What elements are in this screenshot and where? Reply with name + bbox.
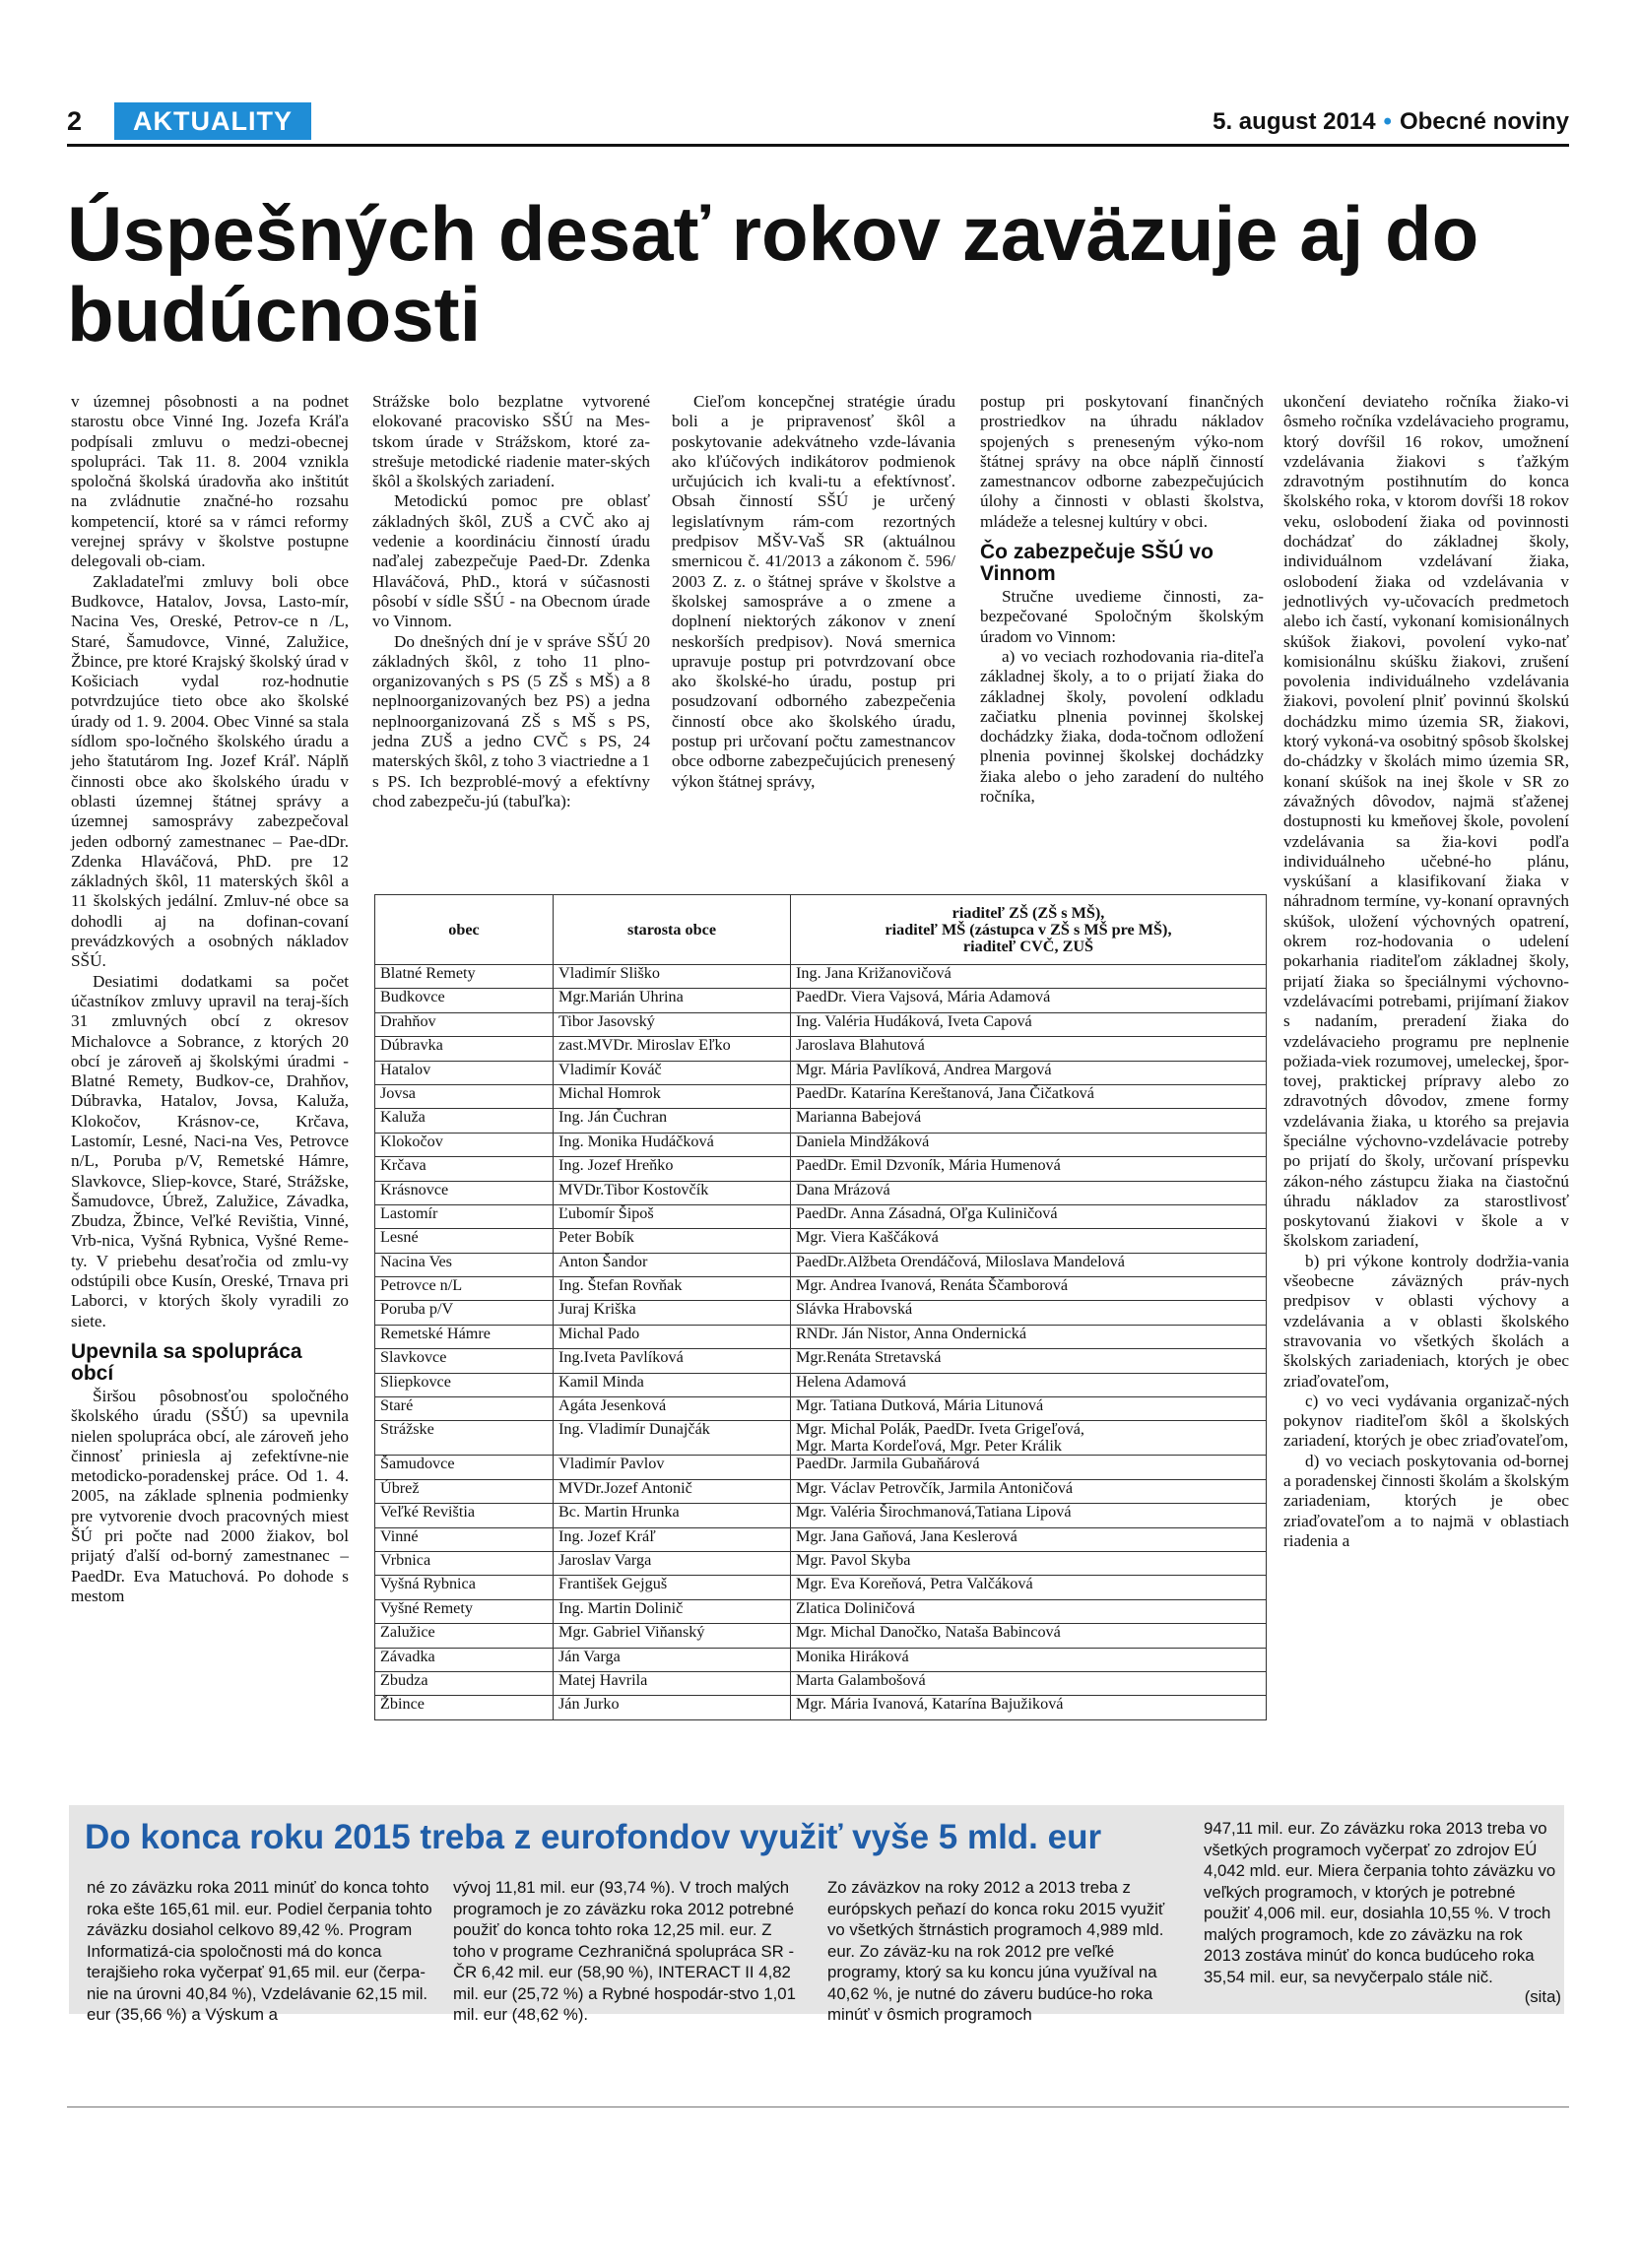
cell-starosta: MVDr.Jozef Antonič bbox=[554, 1479, 791, 1503]
separator-dot: • bbox=[1383, 108, 1392, 135]
table-row bbox=[375, 1671, 1267, 1695]
cell-starosta: Ing.Iveta Pavlíková bbox=[554, 1349, 791, 1373]
table-row bbox=[375, 1133, 1267, 1156]
cell-riaditel: PaedDr. Viera Vajsová, Mária Adamová bbox=[791, 989, 1267, 1012]
cell-obec: Vinné bbox=[375, 1527, 554, 1551]
cell-riaditel: Mgr. Mária Ivanová, Katarína Bajužiková bbox=[791, 1696, 1267, 1719]
table-row bbox=[375, 1648, 1267, 1671]
table-row bbox=[375, 1421, 1267, 1456]
cell-starosta: Peter Bobík bbox=[554, 1229, 791, 1253]
cell-obec: Zalužice bbox=[375, 1624, 554, 1648]
cell-starosta: Kamil Minda bbox=[554, 1373, 791, 1396]
paragraph: Stručne uvedieme činnosti, za-bezpečované Spoločným školským úradom vo Vinnom: bbox=[980, 587, 1264, 646]
table-row bbox=[375, 989, 1267, 1012]
cell-riaditel: Zlatica Doliničová bbox=[791, 1599, 1267, 1623]
cell-obec: Hatalov bbox=[375, 1061, 554, 1084]
cell-starosta: Ľubomír Šipoš bbox=[554, 1204, 791, 1228]
cell-riaditel: Helena Adamová bbox=[791, 1373, 1267, 1396]
cell-obec: Sliepkovce bbox=[375, 1373, 554, 1396]
cell-starosta: Ing. Ján Čuchran bbox=[554, 1109, 791, 1133]
cell-starosta: Tibor Jasovský bbox=[554, 1012, 791, 1036]
table-row bbox=[375, 1576, 1267, 1599]
cell-starosta: zast.MVDr. Miroslav Eľko bbox=[554, 1037, 791, 1061]
table-row bbox=[375, 965, 1267, 989]
cell-riaditel: PaedDr.Alžbeta Orendáčová, Miloslava Mandelová bbox=[791, 1253, 1267, 1276]
cell-riaditel: Slávka Hrabovská bbox=[791, 1301, 1267, 1325]
table-row bbox=[375, 1109, 1267, 1133]
page-number: 2 bbox=[67, 106, 83, 136]
column-header-starosta: starosta obce bbox=[554, 895, 791, 965]
table-row bbox=[375, 1373, 1267, 1396]
cell-obec: Krčava bbox=[375, 1157, 554, 1181]
cell-riaditel: Dana Mrázová bbox=[791, 1181, 1267, 1204]
cell-riaditel: Mgr. Viera Kaščáková bbox=[791, 1229, 1267, 1253]
cell-starosta: Mgr. Gabriel Viňanský bbox=[554, 1624, 791, 1648]
cell-starosta: Jaroslav Varga bbox=[554, 1551, 791, 1575]
cell-obec: Úbrež bbox=[375, 1479, 554, 1503]
table-row bbox=[375, 1349, 1267, 1373]
cell-starosta: Anton Šandor bbox=[554, 1253, 791, 1276]
table-header-row bbox=[375, 895, 1267, 965]
paragraph: Do dnešných dní je v správe SŠÚ 20 základných škôl, z toho 11 plno-organizovaných s PS (5 ZŠ s MŠ) a 8 neplnoorganizovaných bez PS) a jedna neplnoorganizovaná ZŠ s MŠ s PS, jedna ZUŠ a jedno CVČ s PS, 24 materských škôl, z toho 3 viactriedne a 1 s PS. Ich bezproblé-mový a efektívny chod zabezpeču-jú (tabuľka): bbox=[372, 631, 650, 810]
table-row bbox=[375, 1624, 1267, 1648]
table-row bbox=[375, 1181, 1267, 1204]
article-column-5 bbox=[1283, 392, 1569, 1551]
paragraph: Strážske bolo bezplatne vytvorené elokované pracovisko SŠÚ na Mes-tskom úrade v Strážskom, ktoré za-strešuje metodické riadenie mater-ských škôl a školských zariadení. bbox=[372, 392, 650, 491]
subheading: Čo zabezpečuje SŠÚ vo Vinnom bbox=[980, 541, 1214, 586]
cell-riaditel: Marianna Babejová bbox=[791, 1109, 1267, 1133]
schools-table bbox=[374, 894, 1267, 1720]
table-row bbox=[375, 1551, 1267, 1575]
article-column-1 bbox=[71, 392, 349, 1606]
paragraph: c) vo veci vydávania organizač-ných pokynov riaditeľom škôl a školských zariadení, ktorých je obec zriaďovateľom, bbox=[1283, 1391, 1569, 1451]
cell-obec: Žbince bbox=[375, 1696, 554, 1719]
table-row bbox=[375, 1397, 1267, 1421]
cell-obec: Vrbnica bbox=[375, 1551, 554, 1575]
cell-riaditel: Mgr.Renáta Stretavská bbox=[791, 1349, 1267, 1373]
cell-obec: Budkovce bbox=[375, 989, 554, 1012]
paragraph: d) vo veciach poskytovania od-bornej a poradenskej činnosti školám a školským zariadeniam, ktorých je obec zriaďovateľom a to najmä v oblastiach riadenia a bbox=[1283, 1451, 1569, 1550]
paragraph: v územnej pôsobnosti a na podnet starostu obce Vinné Ing. Jozefa Kráľa podpísali zmluvu o medzi-obecnej spolupráci. Tak 11. 8. 2004 vznikla spoločná školská úradovňa ako inštitút na zvládnutie značné-ho rozsahu kompetencií, ktoré sa v rámci reformy verejnej správy v školstve postupne delegovali ob-ciam. bbox=[71, 392, 349, 571]
header-rule bbox=[67, 144, 1569, 147]
cell-riaditel: Mgr. Tatiana Dutková, Mária Litunová bbox=[791, 1397, 1267, 1421]
cell-starosta: Ing. Martin Dolinič bbox=[554, 1599, 791, 1623]
cell-obec: Nacina Ves bbox=[375, 1253, 554, 1276]
cell-obec: Lesné bbox=[375, 1229, 554, 1253]
paragraph: b) pri výkone kontroly dodržia-vania všeobecne záväzných práv-nych predpisov v oblasti výchovy a vzdelávania a v oblasti školského stravovania vo všetkých školách a školských zariadeniach, ktorých je obec zriaďovateľom, bbox=[1283, 1251, 1569, 1391]
paragraph: ukončení deviateho ročníka žiako-vi ôsmeho ročníka vzdelávacieho programu, ktorý dovŕšil 16 rokov, umožnení vzdelávania žiakovi s ťažkým zdravotným postihnutím do konca školského roka, v ktorom dovŕši 18 rokov veku, oslobodení žiaka od povinnosti dochádzať do základnej školy, individuálnom vzdelávaní žiaka, oslobodení žiaka od vzdelávania v jednotlivých vy-učovacích predmetoch alebo ich častí, vykonaní komisionálnych skúšok žiakovi, povolení vyko-nať komisionálnu skúšku žiakovi, zrušení povolenia individuálneho vzdelávania žiakovi, povolení plniť povinnú školskú dochádzku mimo územia SR, žiakovi, ktorý vykoná-va osobitný spôsob školskej do-chádzky v školách mimo územia SR, konaní skúšok na inej škole v SR zo závažných dôvodov, najmä sťaženej dostupnosti ku kmeňovej škole, povolení vzdelávania sa žia-kovi podľa individuálneho učebné-ho plánu, vyskúšaní a klasifikovaní žiaka v náhradnom termíne, vy-konaní opravných skúšok, uložení výchovných opatrení, okrem roz-hodovania o udelení pokarhania riaditeľom základnej školy, prijatí žiaka so špeciálnymi výchovno-vzdelávacími potrebami, prijímaní žiakov s nadaním, preradení žiaka do vzdelávacieho programu pre neplnenie požiada-viek rozumovej, umeleckej, špor-tovej, praktickej prípravy alebo zo zdravotných dôvodov, zmene formy vzdelávania žiaka, u ktorého sa prejavia špeciálne výchovno-vzdelávacie potreby po prijatí do školy, určovaní príspevku zákon-ného zástupcu žiaka na čiastočnú úhradu nákladov za starostlivosť poskytovanú žiakovi v škole a v školskom zariadení, bbox=[1283, 392, 1569, 1251]
cell-riaditel: PaedDr. Katarína Kereštanová, Jana Čičatková bbox=[791, 1084, 1267, 1108]
cell-riaditel: Mgr. Jana Gaňová, Jana Keslerová bbox=[791, 1527, 1267, 1551]
paragraph: Cieľom koncepčnej stratégie úradu boli a je pripravenosť škôl a poskytovanie adekvátneho vzde-lávania ako kľúčových indikátorov podmienok určujúcich ich kvali-tu a efektívnosť. Obsah činností SŠÚ je určený legislatívnym rám-com rezortných predpisov MŠV-VaŠ SR (aktuálnou smernicou č. 41/2013 a zákonom č. 596/ 2003 Z. z. o štátnej správe v školstve a školskej samospráve a o zmene a doplnení niektorých zákonov v znení neskorších predpisov). Nová smernica upravuje postup pri potvrdzovaní obce ako školské-ho úradu, postup pri posudzovaní odborného zabezpečenia činností obce ako školského úradu, postup pri určovaní počtu zamestnancov obce odborne zabezpečujúcich prenesený výkon štátnej správy, bbox=[672, 392, 955, 791]
cell-starosta: Ján Jurko bbox=[554, 1696, 791, 1719]
publication-name: Obecné noviny bbox=[1399, 108, 1569, 135]
cell-riaditel: Mgr. Pavol Skyba bbox=[791, 1551, 1267, 1575]
cell-obec: Remetské Hámre bbox=[375, 1325, 554, 1348]
table-row bbox=[375, 1012, 1267, 1036]
cell-starosta: Bc. Martin Hrunka bbox=[554, 1504, 791, 1527]
cell-riaditel: Mgr. Valéria Širochmanová,Tatiana Lipová bbox=[791, 1504, 1267, 1527]
table-row bbox=[375, 1599, 1267, 1623]
cell-starosta: Mgr.Marián Uhrina bbox=[554, 989, 791, 1012]
cell-riaditel: RNDr. Ján Nistor, Anna Ondernická bbox=[791, 1325, 1267, 1348]
cell-riaditel: PaedDr. Anna Zásadná, Oľga Kuliničová bbox=[791, 1204, 1267, 1228]
cell-obec: Jovsa bbox=[375, 1084, 554, 1108]
article-column-2 bbox=[372, 392, 650, 811]
paragraph: postup pri poskytovaní finančných prostriedkov na úhradu nákladov spojených s preneseným výko-nom štátnej správy na obce náplň činností zamestnancov odborne zabezpečujúcich úlohy a činnosti v oblasti školstva, mládeže a telesnej kultúry v obci. bbox=[980, 392, 1264, 531]
cell-obec: Dúbravka bbox=[375, 1037, 554, 1061]
cell-riaditel: Mgr. Václav Petrovčík, Jarmila Antoničová bbox=[791, 1479, 1267, 1503]
cell-obec: Závadka bbox=[375, 1648, 554, 1671]
cell-starosta: Ing. Vladimír Dunajčák bbox=[554, 1421, 791, 1456]
info-box-column-1: né zo záväzku roka 2011 minúť do konca tohto roka ešte 165,61 mil. eur. Podiel čerpania tohto záväzku dosiahol celkovo 89,42 %. Program Informatizá-cia spoločnosti má do konca terajšieho roka vyčerpať 91,65 mil. eur (čerpa-nie na úrovni 40,84 %), Vzdelávanie 62,15 mil. eur (35,66 %) a Výskum a bbox=[87, 1878, 432, 2024]
table-body bbox=[375, 965, 1267, 1720]
table-row bbox=[375, 1157, 1267, 1181]
table-row bbox=[375, 1204, 1267, 1228]
cell-starosta: Ing. Štefan Rovňak bbox=[554, 1277, 791, 1301]
cell-obec: Blatné Remety bbox=[375, 965, 554, 989]
info-box-column-4: 947,11 mil. eur. Zo záväzku roka 2013 treba vo všetkých programoch vyčerpať zo zdrojov EÚ 4,042 mld. eur. Miera čerpania tohto záväzku vo veľkých programoch, v ktorých je potrebné použiť 4,006 mil. eur, dosiahla 10,55 %. V troch malých programoch, kde zo záväzku na rok 2013 zostáva minúť do konca budúceho roka 35,54 mil. eur, sa nevyčerpalo stále nič. bbox=[1204, 1819, 1556, 1986]
cell-starosta: Juraj Kriška bbox=[554, 1301, 791, 1325]
cell-starosta: Matej Havrila bbox=[554, 1671, 791, 1695]
cell-obec: Krásnovce bbox=[375, 1181, 554, 1204]
cell-riaditel: Ing. Valéria Hudáková, Iveta Capová bbox=[791, 1012, 1267, 1036]
table-row bbox=[375, 1456, 1267, 1479]
cell-riaditel: Monika Hiráková bbox=[791, 1648, 1267, 1671]
cell-starosta: MVDr.Tibor Kostovčík bbox=[554, 1181, 791, 1204]
issue-date: 5. august 2014 bbox=[1213, 108, 1376, 135]
cell-riaditel: Ing. Jana Križanovičová bbox=[791, 965, 1267, 989]
cell-riaditel: Jaroslava Blahutová bbox=[791, 1037, 1267, 1061]
issue-info bbox=[1213, 108, 1569, 136]
cell-starosta: Agáta Jesenková bbox=[554, 1397, 791, 1421]
article-headline: Úspešných desať rokov zaväzuje aj do budúcnosti bbox=[67, 190, 1479, 357]
cell-riaditel: Mgr. Michal Danočko, Nataša Babincová bbox=[791, 1624, 1267, 1648]
cell-obec: Staré bbox=[375, 1397, 554, 1421]
cell-obec: Slavkovce bbox=[375, 1349, 554, 1373]
footer-rule bbox=[67, 2106, 1569, 2107]
cell-starosta: Vladimír Pavlov bbox=[554, 1456, 791, 1479]
table-row bbox=[375, 1084, 1267, 1108]
info-box-column-2: vývoj 11,81 mil. eur (93,74 %). V troch malých programoch je zo záväzku roka 2012 potrebné použiť do konca tohto roka 12,25 mil. eur. Z toho v programe Cezhraničná spolupráca SR - ČR 6,42 mil. eur (58,90 %), INTERACT II 4,82 mil. eur (25,72 %) a Rybné hospodár-stvo 1,01 mil. eur (48,62 %). bbox=[453, 1878, 796, 2024]
article-column-4 bbox=[980, 392, 1264, 807]
info-box-column-3: Zo záväzkov na roky 2012 a 2013 treba z európskych peňazí do konca roku 2015 využiť vo všetkých štrnástich programoch 4,989 mld. eur. Zo záväz-ku na rok 2012 pre veľké programy, ktorý sa ku koncu júna využíval na 40,62 %, je nutné do záveru budúce-ho roka minúť v ôsmich programoch bbox=[827, 1878, 1165, 2024]
paragraph: Širšou pôsobnosťou spoločného školského úradu (SŠÚ) sa upevnila nielen spolupráca obcí, ale zároveň jeho činnosť priniesla aj zefektívne-nie metodicko-poradenskej práce. Od 1. 4. 2005, na základe splnenia podmienky pre vytvorenie dvoch pracovných miest ŠÚ pri počte nad 2000 žiakov, bol prijatý ďalší od-borný zamestnanec – PaedDr. Eva Matuchová. Po dohode s mestom bbox=[71, 1386, 349, 1605]
table-row bbox=[375, 1061, 1267, 1084]
cell-obec: Kaluža bbox=[375, 1109, 554, 1133]
column-header-riaditel: riaditeľ ZŠ (ZŠ s MŠ), riaditeľ MŠ (zástupca v ZŠ s MŠ pre MŠ), riaditeľ CVČ, ZUŠ bbox=[791, 895, 1267, 965]
cell-riaditel: PaedDr. Jarmila Gubaňárová bbox=[791, 1456, 1267, 1479]
cell-starosta: Michal Homrok bbox=[554, 1084, 791, 1108]
cell-starosta: Ján Varga bbox=[554, 1648, 791, 1671]
cell-riaditel: PaedDr. Emil Dzvoník, Mária Humenová bbox=[791, 1157, 1267, 1181]
cell-riaditel: Mgr. Andrea Ivanová, Renáta Ščamborová bbox=[791, 1277, 1267, 1301]
cell-starosta: Ing. Jozef Kráľ bbox=[554, 1527, 791, 1551]
source-signature: (sita) bbox=[1524, 1987, 1561, 2006]
cell-obec: Petrovce n/L bbox=[375, 1277, 554, 1301]
table-row bbox=[375, 1527, 1267, 1551]
cell-obec: Veľké Revištia bbox=[375, 1504, 554, 1527]
table-row bbox=[375, 1037, 1267, 1061]
cell-obec: Lastomír bbox=[375, 1204, 554, 1228]
article-column-3 bbox=[672, 392, 955, 792]
info-box-title: Do konca roku 2015 treba z eurofondov využiť vyše 5 mld. eur bbox=[85, 1818, 1102, 1856]
cell-starosta: František Gejguš bbox=[554, 1576, 791, 1599]
table-row bbox=[375, 1696, 1267, 1719]
paragraph: Zakladateľmi zmluvy boli obce Budkovce, Hatalov, Jovsa, Lasto-mír, Nacina Ves, Oreské, Petrov-ce n /L, Staré, Šamudovce, Vinné, Zalužice, Žbince, pre ktoré Krajský školský úrad v Košiciach vydal roz-hodnutie potvrdzujúce tieto obce ako školské úrady od 1. 9. 2004. Obec Vinné sa stala sídlom spo-ločného školského úradu a jeho štatutárom Ing. Jozef Kráľ. Náplň činnosti obce ako školského úradu v oblasti územnej štátnej správy a územnej samosprávy zabezpečoval jeden odborný zamestnanec – Pae-dDr. Zdenka Hlaváčová, PhD. pre 12 základných škôl, 11 materských škôl a 11 školských jedální. Zmluv-né obce sa dohodli aj na dofinan-covaní prevádzkových a osobných nákladov SŠÚ. bbox=[71, 571, 349, 971]
cell-starosta: Vladimír Sliško bbox=[554, 965, 791, 989]
table-row bbox=[375, 1504, 1267, 1527]
cell-riaditel: Mgr. Eva Koreňová, Petra Valčáková bbox=[791, 1576, 1267, 1599]
cell-obec: Strážske bbox=[375, 1421, 554, 1456]
table-row bbox=[375, 1479, 1267, 1503]
cell-obec: Vyšná Rybnica bbox=[375, 1576, 554, 1599]
section-label: AKTUALITY bbox=[114, 102, 311, 140]
cell-riaditel: Marta Galambošová bbox=[791, 1671, 1267, 1695]
table-row bbox=[375, 1277, 1267, 1301]
paragraph: Metodickú pomoc pre oblasť základných škôl, ZUŠ a CVČ ako aj vedenie a koordináciu činností úradu naďalej zabezpečuje Paed-Dr. Zdenka Hlaváčová, PhD., ktorá v súčasnosti pôsobí v sídle SŠÚ - na Obecnom úrade vo Vinnom. bbox=[372, 491, 650, 631]
cell-starosta: Michal Pado bbox=[554, 1325, 791, 1348]
column-header-obec: obec bbox=[375, 895, 554, 965]
table-row bbox=[375, 1301, 1267, 1325]
cell-obec: Vyšné Remety bbox=[375, 1599, 554, 1623]
paragraph: Desiatimi dodatkami sa počet účastníkov zmluvy upravil na teraj-ších 31 zmluvných obcí z okresov Michalovce a Sobrance, z ktorých 20 obcí je zároveň aj školskými úradmi - Blatné Remety, Budkov-ce, Drahňov, Dúbravka, Hatalov, Jovsa, Kaluža, Klokočov, Krásnov-ce, Krčava, Lastomír, Lesné, Naci-na Ves, Petrovce n/L, Poruba p/V, Remetské Hámre, Slavkovce, Sliep-kovce, Staré, Strážske, Šamudovce, Úbrež, Zalužice, Závadka, Zbudza, Žbince, Veľké Revištia, Vinné, Vrb-nica, Vyšná Rybnica, Vyšné Reme-ty. V priebehu desaťročia od zmlu-vy odstúpili obce Kusín, Oreské, Trnava pri Laborci, v ktorých školy vyradili zo siete. bbox=[71, 971, 349, 1330]
cell-riaditel: Mgr. Michal Polák, PaedDr. Iveta Grigeľová, Mgr. Marta Kordeľová, Mgr. Peter Králik bbox=[791, 1421, 1267, 1456]
cell-obec: Drahňov bbox=[375, 1012, 554, 1036]
cell-starosta: Ing. Jozef Hreňko bbox=[554, 1157, 791, 1181]
paragraph: a) vo veciach rozhodovania ria-diteľa základnej školy, a to o prijatí žiaka do základnej školy, povolení odkladu začiatku plnenia povinnej školskej dochádzky žiaka, doda-točnom odložení plnenia povinnej školskej dochádzky žiaka alebo o jeho zaradení do nultého ročníka, bbox=[980, 646, 1264, 807]
table-row bbox=[375, 1253, 1267, 1276]
cell-starosta: Vladimír Kováč bbox=[554, 1061, 791, 1084]
cell-riaditel: Mgr. Mária Pavlíková, Andrea Margová bbox=[791, 1061, 1267, 1084]
subheading: Upevnila sa spolupráca obcí bbox=[71, 1339, 302, 1385]
table-row bbox=[375, 1229, 1267, 1253]
cell-obec: Poruba p/V bbox=[375, 1301, 554, 1325]
cell-starosta: Ing. Monika Hudáčková bbox=[554, 1133, 791, 1156]
cell-obec: Zbudza bbox=[375, 1671, 554, 1695]
table-row bbox=[375, 1325, 1267, 1348]
cell-riaditel: Daniela Mindžáková bbox=[791, 1133, 1267, 1156]
cell-obec: Klokočov bbox=[375, 1133, 554, 1156]
cell-obec: Šamudovce bbox=[375, 1456, 554, 1479]
